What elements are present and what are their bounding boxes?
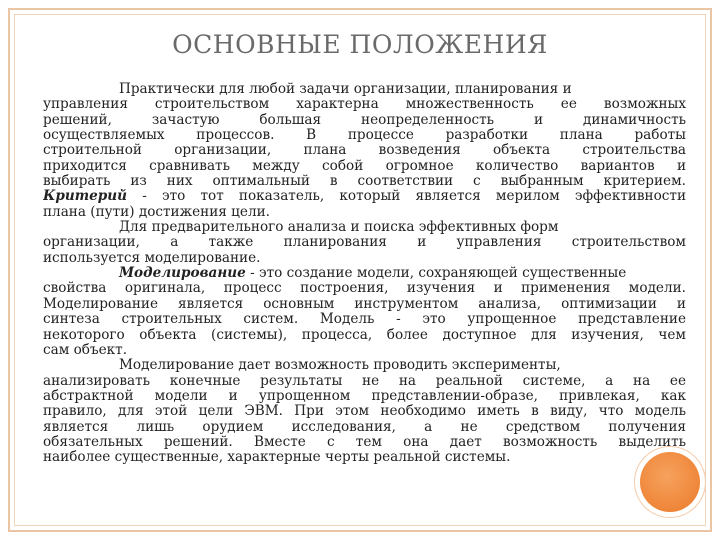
text-line: является лишь орудием исследования, а не средством получения (43, 419, 686, 435)
text-line (43, 189, 686, 204)
text-line: наиболее существенные, характерные черты реальной системы. (43, 450, 511, 466)
decorative-orange-circle (640, 452, 700, 512)
text-line: обязательных решений. Вместе с тем она дает возможность выделить (43, 434, 686, 450)
text-line: Моделирование является основным инструментом анализа, оптимизации и (43, 296, 686, 312)
text-line: некоторого объекта (системы), процесса, более доступное для изучения, чем (43, 327, 686, 343)
text-line: организации, а также планирования и управления строительством (43, 235, 686, 251)
text-line: осуществляемых процессов. В процессе разработки плана работы (43, 128, 686, 144)
text-line: свойства оригинала, процесс построения, изучения и применения модели. (43, 281, 686, 297)
text-line: выбирать из них оптимальный в соответствии с выбранным критерием. (43, 174, 686, 190)
slide-body-text (43, 82, 686, 466)
text-line: синтеза строительных систем. Модель - это упрощенное представление (43, 312, 686, 328)
term-criterion-definition: - это тот показатель, который является мерилом эффективности (127, 189, 686, 205)
text-line: анализировать конечные результаты не на реальной системе, а на ее (43, 373, 686, 389)
term-modeling-definition: - это создание модели, сохраняющей существенные (245, 266, 627, 282)
term-modeling: Моделирование (119, 266, 246, 282)
text-line: используется моделирование. (43, 250, 261, 266)
text-line: абстрактной модели и упрощенном представлении-образе, привлекая, как (43, 388, 686, 404)
text-line: Для предварительного анализа и поиска эффективных форм (119, 220, 559, 236)
text-line: управления строительством характерна множественность ее возможных (43, 97, 686, 113)
slide-title: ОСНОВНЫЕ ПОЛОЖЕНИЯ (172, 30, 548, 59)
text-line (43, 266, 686, 281)
term-criterion: Критерий (43, 189, 128, 205)
text-line: плана (пути) достижения цели. (43, 204, 270, 220)
text-line: Практически для любой задачи организации, планирования и (119, 82, 572, 97)
text-line: приходится сравнивать между собой огромное количество вариантов и (43, 158, 686, 174)
text-line: правило, для этой цели ЭВМ. При этом необходимо иметь в виду, что модель (43, 404, 686, 420)
text-line: строительной организации, плана возведения объекта строительства (43, 143, 686, 159)
text-line: решений, зачастую большая неопределенность и динамичность (43, 112, 686, 128)
text-line: Моделирование дает возможность проводить эксперименты, (119, 358, 561, 374)
text-line: сам объект. (43, 342, 128, 358)
